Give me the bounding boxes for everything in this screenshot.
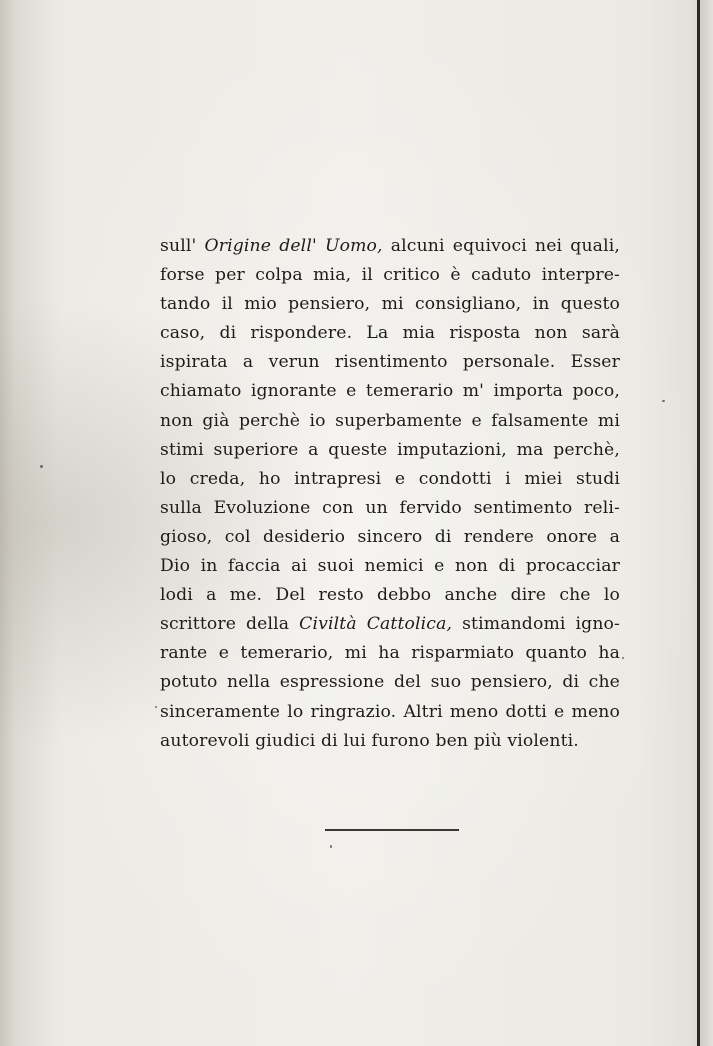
scan-speck bbox=[40, 465, 43, 468]
text-segment: ispirata a verun risentimento personale. Esser bbox=[160, 352, 620, 373]
text-segment: non già perchè io superbamente e falsamente mi bbox=[160, 410, 620, 431]
text-segment: tando il mio pensiero, mi consigliano, in questo bbox=[160, 294, 620, 315]
text-segment: alcuni equivoci nei quali, bbox=[382, 236, 620, 256]
text-segment: potuto nella espressione del suo pensiero, di che bbox=[160, 672, 620, 693]
scan-speck bbox=[662, 400, 665, 402]
scan-speck bbox=[155, 706, 157, 708]
text-segment: forse per colpa mia, il critico è caduto interpre- bbox=[160, 265, 620, 286]
text-line bbox=[160, 552, 620, 581]
italic-title: Origine dell' Uomo, bbox=[204, 236, 383, 256]
body-text bbox=[160, 232, 620, 756]
text-line bbox=[160, 261, 620, 290]
page-binding-edge bbox=[697, 0, 700, 1046]
scan-speck bbox=[622, 657, 624, 659]
text-segment: Dio in faccia ai suoi nemici e non di procacciar bbox=[160, 556, 620, 577]
text-segment: rante e temerario, mi ha risparmiato quanto ha bbox=[160, 643, 620, 664]
italic-title: Civiltà Cattolica, bbox=[299, 614, 453, 635]
text-line bbox=[160, 232, 620, 261]
text-segment: sulla Evoluzione con un fervido sentimento reli- bbox=[160, 497, 620, 518]
text-segment: autorevoli giudici di lui furono ben più violenti. bbox=[160, 730, 579, 751]
text-line bbox=[160, 639, 620, 668]
text-segment: lo creda, ho intrapresi e condotti i miei studi bbox=[160, 468, 620, 489]
text-line bbox=[160, 523, 620, 552]
text-line bbox=[160, 581, 620, 610]
text-segment: sull' bbox=[160, 236, 205, 256]
text-line bbox=[160, 465, 620, 494]
text-segment: chiamato ignorante e temerario m' importa poco, bbox=[160, 381, 620, 402]
text-line bbox=[160, 668, 620, 697]
text-segment: caso, di rispondere. La mia risposta non sarà bbox=[160, 323, 620, 344]
text-line bbox=[160, 348, 620, 377]
scan-speck bbox=[330, 845, 332, 848]
text-line bbox=[160, 494, 620, 523]
text-line bbox=[160, 319, 620, 348]
text-line bbox=[160, 407, 620, 436]
text-segment: gioso, col desiderio sincero di rendere onore a bbox=[160, 526, 620, 547]
text-segment: sinceramente lo ringrazio. Altri meno dotti e meno bbox=[160, 701, 620, 722]
section-end-rule bbox=[325, 829, 459, 831]
text-line bbox=[160, 436, 620, 465]
text-segment: scrittore della bbox=[160, 614, 300, 635]
text-line bbox=[160, 727, 620, 756]
text-segment: stimandomi igno- bbox=[452, 614, 620, 635]
text-line bbox=[160, 290, 620, 319]
text-line bbox=[160, 377, 620, 406]
text-line bbox=[160, 698, 620, 727]
text-line bbox=[160, 610, 620, 639]
text-segment: stimi superiore a queste imputazioni, ma perchè, bbox=[160, 439, 620, 460]
page-edge-shadow bbox=[700, 0, 713, 1046]
text-segment: lodi a me. Del resto debbo anche dire che lo bbox=[160, 585, 620, 606]
